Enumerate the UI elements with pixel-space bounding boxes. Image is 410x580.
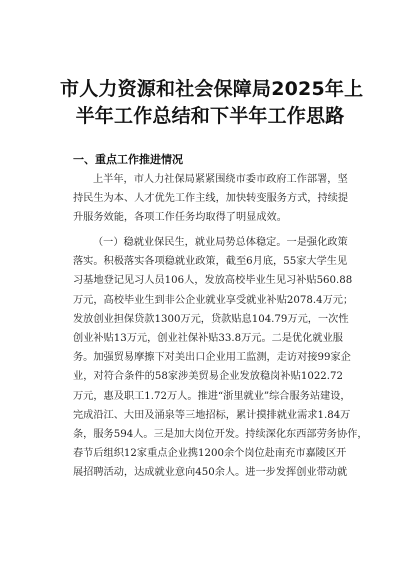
paragraph-line: 条，服务594人。三是加大岗位开发。持续深化东西部劳务协作， (73, 428, 368, 440)
paragraph-line: 持民生为本、人才优先工作主线，加快转变服务方式，持续提 (73, 193, 349, 205)
paragraph-line: 上半年，市人力社保局紧紧围绕市委市政府工作部署，坚 (93, 174, 348, 185)
document-title (60, 76, 364, 130)
paragraph-line: 落实。积极落实各项稳就业政策，截至6月底，55家大学生见 (73, 256, 348, 268)
paragraph-line: 业，对符合条件的58家涉美贸易企业发放稳岗补贴1022.72 (73, 371, 343, 383)
document-title-line-2: 半年工作总结和下半年工作思路 (75, 105, 345, 127)
paragraph-line: 创业补贴13万元，创业社保补贴33.8万元。二是优化就业服 (73, 332, 343, 344)
paragraph-line: （一）稳就业保民生，就业局势总体稳定。一是强化政策 (93, 237, 348, 248)
section-heading: 一、重点工作推进情况 (73, 153, 183, 166)
paragraph-line: 务。加强贸易摩擦下对美出口企业用工监测，走访对接99家企 (73, 352, 351, 364)
paragraph-line: 万元，高校毕业生到非公企业就业享受就业补贴2078.4万元； (73, 294, 354, 306)
paragraph-line: 习基地登记见习人员106人，发放高校毕业生见习补贴560.88 (73, 275, 353, 287)
document-title-line-1: 市人力资源和社会保障局2025年上 (60, 78, 364, 100)
paragraph-line: 发放创业担保贷款1300万元，贷款贴息104.79万元，一次性 (73, 313, 349, 325)
paragraph-employment (73, 233, 368, 482)
paragraph-line: 万元，惠及职工1.72万人。推进“浙里就业”综合服务站建设， (73, 390, 351, 402)
paragraph-line: 完成沿江、大田及涌泉等三地招标，累计摸排就业需求1.84万 (73, 409, 351, 421)
paragraph-line: 春节后组织12家重点企业携1200余个岗位赴南充市嘉陵区开 (73, 448, 347, 460)
paragraph-line: 升服务效能，各项工作任务均取得了明显成效。 (73, 212, 287, 224)
paragraph-overview (73, 170, 349, 228)
paragraph-line: 展招聘活动，达成就业意向450余人。进一步发挥创业带动就 (73, 467, 348, 479)
